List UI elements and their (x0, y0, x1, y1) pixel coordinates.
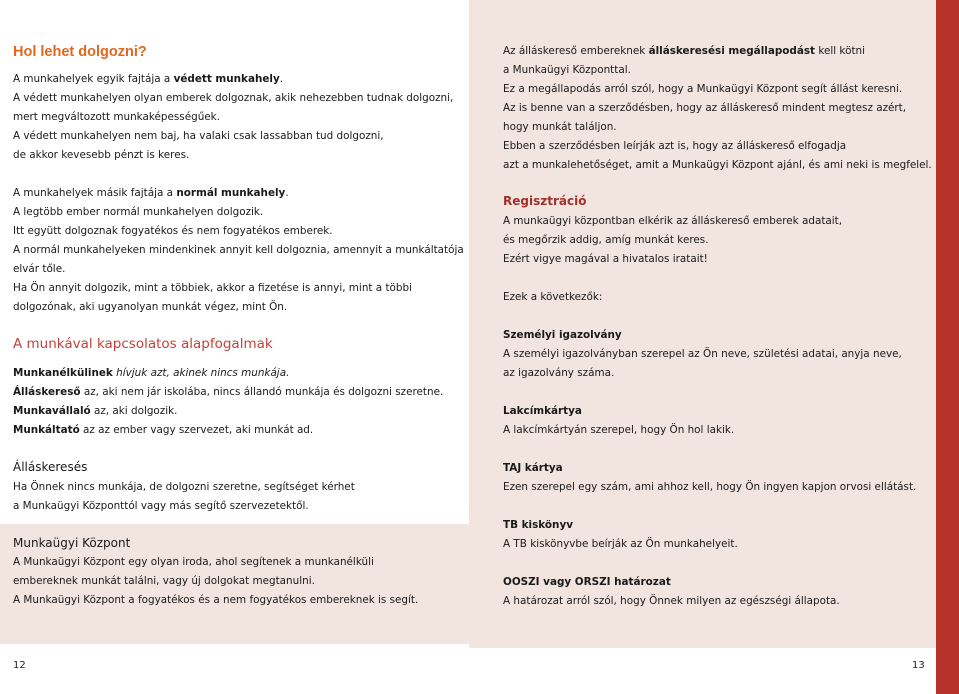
text-line: A Munkaügyi Központ a fogyatékos és a nem fogyatékos embereknek is segít. (13, 594, 419, 606)
document-ooszi-orszi (503, 573, 840, 611)
concept-employee: Munkavállaló az, aki dolgozik. (13, 405, 178, 417)
text-line: A Munkaügyi Központ egy olyan iroda, ahol segítenek a munkanélküli (13, 556, 374, 568)
text-line: A személyi igazolványban szerepel az Ön neve, születési adatai, anyja neve, (503, 348, 902, 360)
job-search-paragraph (13, 478, 355, 516)
text-line: Ha Ön annyit dolgozik, mint a többiek, akkor a fizetése is annyi, mint a többi (13, 282, 412, 294)
concept-jobseeker: Álláskereső az, aki nem jár iskolába, nincs állandó munkája és dolgozni szeretne. (13, 386, 444, 398)
concept-employer: Munkáltató az az ember vagy szervezet, aki munkát ad. (13, 424, 314, 436)
text-line: Itt együtt dolgoznak fogyatékos és nem fogyatékos emberek. (13, 225, 333, 237)
text-line: dolgozónak, aki ugyanolyan munkát végez, mint Ön. (13, 301, 288, 313)
registration-title: Regisztráció (503, 194, 587, 208)
text-line: Ezen szerepel egy szám, ami ahhoz kell, hogy Ön ingyen kapjon orvosi ellátást. (503, 481, 917, 493)
text-line: Ebben a szerződésben leírják azt is, hogy az álláskereső elfogadja (503, 140, 847, 152)
text-line: az igazolvány száma. (503, 367, 615, 379)
basic-concepts-list (13, 364, 443, 440)
text-line: Ez a megállapodás arról szól, hogy a Munkaügyi Központ segít állást keresni. (503, 83, 903, 95)
text-line: A munkahelyek egyik fajtája a védett munkahely. (13, 73, 284, 85)
document-title: OOSZI vagy ORSZI határozat (503, 576, 671, 588)
text-line: és megőrzik addig, amíg munkát keres. (503, 234, 709, 246)
document-address-card (503, 402, 734, 440)
text-line: A határozat arról szól, hogy Önnek milyen az egészségi állapota. (503, 595, 840, 607)
text-line: elvár tőle. (13, 263, 66, 275)
employment-center-paragraph (13, 553, 418, 610)
document-taj-card (503, 459, 916, 497)
text-line: Az is benne van a szerződésben, hogy az álláskereső mindent megtesz azért, (503, 102, 907, 114)
text-line: azt a munkalehetőséget, amit a Munkaügyi Központ ajánl, és ami neki is megfelel. (503, 159, 932, 171)
text-line: A TB kiskönyvbe beírják az Ön munkahelyeit. (503, 538, 738, 550)
text-line: mert megváltozott munkaképességűek. (13, 111, 221, 123)
text-line: A munkahelyek másik fajtája a normál munkahely. (13, 187, 289, 199)
basic-concepts-title: A munkával kapcsolatos alapfogalmak (13, 336, 273, 352)
text-line: a Munkaügyi Központtal. (503, 64, 631, 76)
document-title: Lakcímkártya (503, 405, 582, 417)
text-line: de akkor kevesebb pénzt is keres. (13, 149, 190, 161)
text-line: a Munkaügyi Központtól vagy más segítő szervezetektől. (13, 500, 309, 512)
right-footer-strip (469, 648, 936, 694)
normal-workplace-paragraph (13, 184, 464, 317)
documents-intro: Ezek a következők: (503, 291, 603, 303)
text-line: A védett munkahelyen nem baj, ha valaki csak lassabban tud dolgozni, (13, 130, 384, 142)
document-title: Személyi igazolvány (503, 329, 622, 341)
text-line: Ha Önnek nincs munkája, de dolgozni szeretne, segítséget kérhet (13, 481, 355, 493)
employment-center-title: Munkaügyi Központ (13, 536, 131, 550)
text-line: Ezért vigye magával a hivatalos iratait! (503, 253, 708, 265)
document-title: TB kiskönyv (503, 519, 573, 531)
where-to-work-title: Hol lehet dolgozni? (13, 44, 147, 60)
document-title: TAJ kártya (503, 462, 563, 474)
text-line: Az álláskereső embereknek álláskeresési megállapodást kell kötni (503, 45, 865, 57)
text-line: A védett munkahelyen olyan emberek dolgoznak, akik nehezebben tudnak dolgozni, (13, 92, 454, 104)
concept-unemployed: Munkanélkülinek hívjuk azt, akinek nincs munkája. (13, 367, 290, 379)
document-id-card (503, 326, 902, 383)
text-line: embereknek munkát találni, vagy új dolgokat megtanulni. (13, 575, 315, 587)
text-line: A normál munkahelyeken mindenkinek annyit kell dolgoznia, amennyit a munkáltatója (13, 244, 464, 256)
job-seeking-agreement-paragraph (503, 42, 932, 175)
registration-paragraph (503, 212, 842, 269)
job-search-title: Álláskeresés (13, 460, 88, 474)
protected-workplace-paragraph (13, 70, 453, 165)
right-accent-bar (936, 0, 959, 694)
page-number-left: 12 (13, 660, 26, 671)
document-tb-booklet (503, 516, 738, 554)
text-line: A lakcímkártyán szerepel, hogy Ön hol lakik. (503, 424, 735, 436)
text-line: A legtöbb ember normál munkahelyen dolgozik. (13, 206, 264, 218)
text-line: hogy munkát találjon. (503, 121, 617, 133)
page-number-right: 13 (912, 660, 925, 671)
text-line: A munkaügyi központban elkérik az álláskereső emberek adatait, (503, 215, 843, 227)
